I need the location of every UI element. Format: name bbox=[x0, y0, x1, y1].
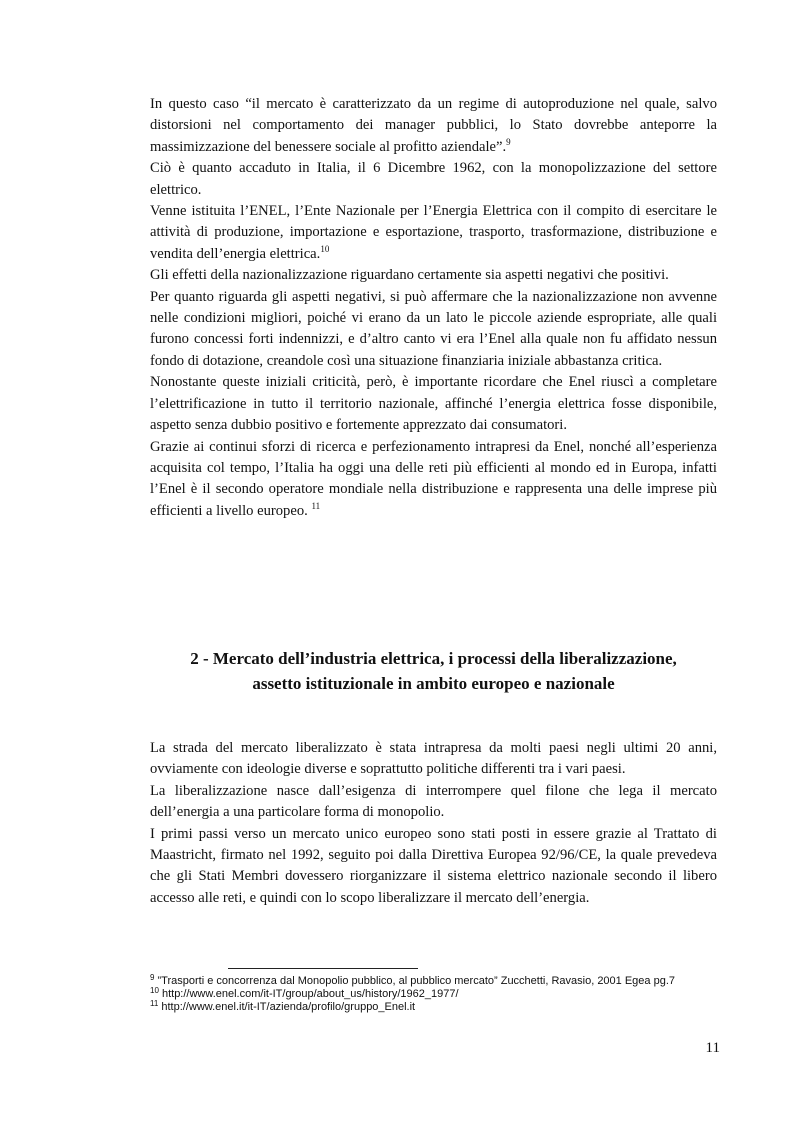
paragraph: Per quanto riguarda gli aspetti negativi, si può affermare che la nazionalizzazione non avvenne nelle condizioni migliori, poiché vi erano da un lato le piccole aziende espropriate, alle quali furono concessi forti indennizzi, e d’altro canto vi era l’Enel alla quale non fu affidato nessun fondo di dotazione, creandole così una situazione finanziaria iniziale abbastanza critica. bbox=[150, 288, 717, 369]
paragraph: I primi passi verso un mercato unico europeo sono stati posti in essere grazie al Trattato di Maastricht, firmato nel 1992, seguito poi dalla Direttiva Europea 92/96/CE, la quale prevedeva che gli Stati Membri dovessero riorganizzare il sistema elettrico nazionale secondo il libero accesso alle reti, e quindi con lo scopo liberalizzare il mercato dell’energia. bbox=[150, 825, 717, 906]
footnote: $^9$ ”Trasporti e concorrenza dal Monopolio pubblico, al pubblico mercato” Zucchetti, Ravasio, 2001 Egea pg.7 bbox=[150, 973, 675, 987]
section-1-body bbox=[150, 94, 717, 522]
footnote-link[interactable]: http://www.enel.it/it-IT/azienda/profilo/gruppo_Enel.it bbox=[158, 1001, 416, 1013]
section-2-body bbox=[150, 738, 717, 909]
paragraph: La strada del mercato liberalizzato è stata intrapresa da molti paesi negli ultimi 20 anni, ovviamente con ideologie diverse e soprattutto politiche differenti tra i vari paesi. bbox=[150, 740, 717, 778]
footnotes bbox=[150, 975, 717, 1014]
heading-line-1: 2 - Mercato dell’industria elettrica, i processi della liberalizzazione, bbox=[190, 649, 677, 668]
footnote-number: 11 bbox=[150, 999, 159, 1008]
footnote-link[interactable]: http://www.enel.com/it-IT/group/about_us/history/1962_1977/ bbox=[158, 988, 459, 1000]
page-number: 11 bbox=[705, 1040, 720, 1056]
paragraph: Grazie ai continui sforzi di ricerca e perfezionamento intrapresi da Enel, nonché all’esperienza acquisita col tempo, l’Italia ha oggi una delle reti più efficienti al mondo ed in Europa, infatti l’Enel è il secondo operatore mondiale nella distribuzione e rappresenta una delle imprese più efficienti a livello europeo. $^{11}$ bbox=[150, 438, 717, 519]
paragraph: In questo caso “il mercato è caratterizzato da un regime di autoproduzione nel quale, salvo distorsioni nel comportamento dei manager pubblici, lo Stato dovrebbe anteporre la massimizzazione del benessere sociale al profitto aziendale”.$^9$ bbox=[150, 96, 717, 155]
paragraph: Venne istituita l’ENEL, l’Ente Nazionale per l’Energia Elettrica con il compito di esercitare le attività di produzione, importazione e esportazione, trasporto, trasformazione, distribuzione e vendita dell’energia elettrica.$^{10}$ bbox=[150, 203, 717, 262]
footnote-number: 10 bbox=[150, 986, 159, 995]
footnote bbox=[150, 988, 717, 1001]
paragraph: Nonostante queste iniziali criticità, però, è importante ricordare che Enel riuscì a completare l’elettrificazione in tutto il territorio nazionale, affinché l’energia elettrica fosse disponibile, aspetto senza dubbio positivo e fortemente apprezzato dai consumatori. bbox=[150, 374, 717, 434]
paragraph: Gli effetti della nazionalizzazione riguardano certamente sia aspetti negativi che positivi. bbox=[150, 267, 669, 284]
footnote bbox=[150, 1001, 717, 1014]
footnote-separator bbox=[228, 968, 418, 969]
footnote-ref[interactable]: 10 bbox=[320, 243, 330, 254]
footnote-ref[interactable]: 9 bbox=[506, 136, 511, 147]
paragraph: La liberalizzazione nasce dall’esigenza di interrompere quel filone che lega il mercato dell’energia a una particolare forma di monopolio. bbox=[150, 782, 717, 821]
section-heading bbox=[150, 646, 717, 696]
paragraph: Ciò è quanto accaduto in Italia, il 6 Dicembre 1962, con la monopolizzazione del settore elettrico. bbox=[150, 160, 717, 198]
heading-line-2: assetto istituzionale in ambito europeo e nazionale bbox=[252, 674, 615, 693]
footnote-ref[interactable]: 11 bbox=[311, 500, 321, 511]
footnote-number: 9 bbox=[150, 973, 155, 982]
